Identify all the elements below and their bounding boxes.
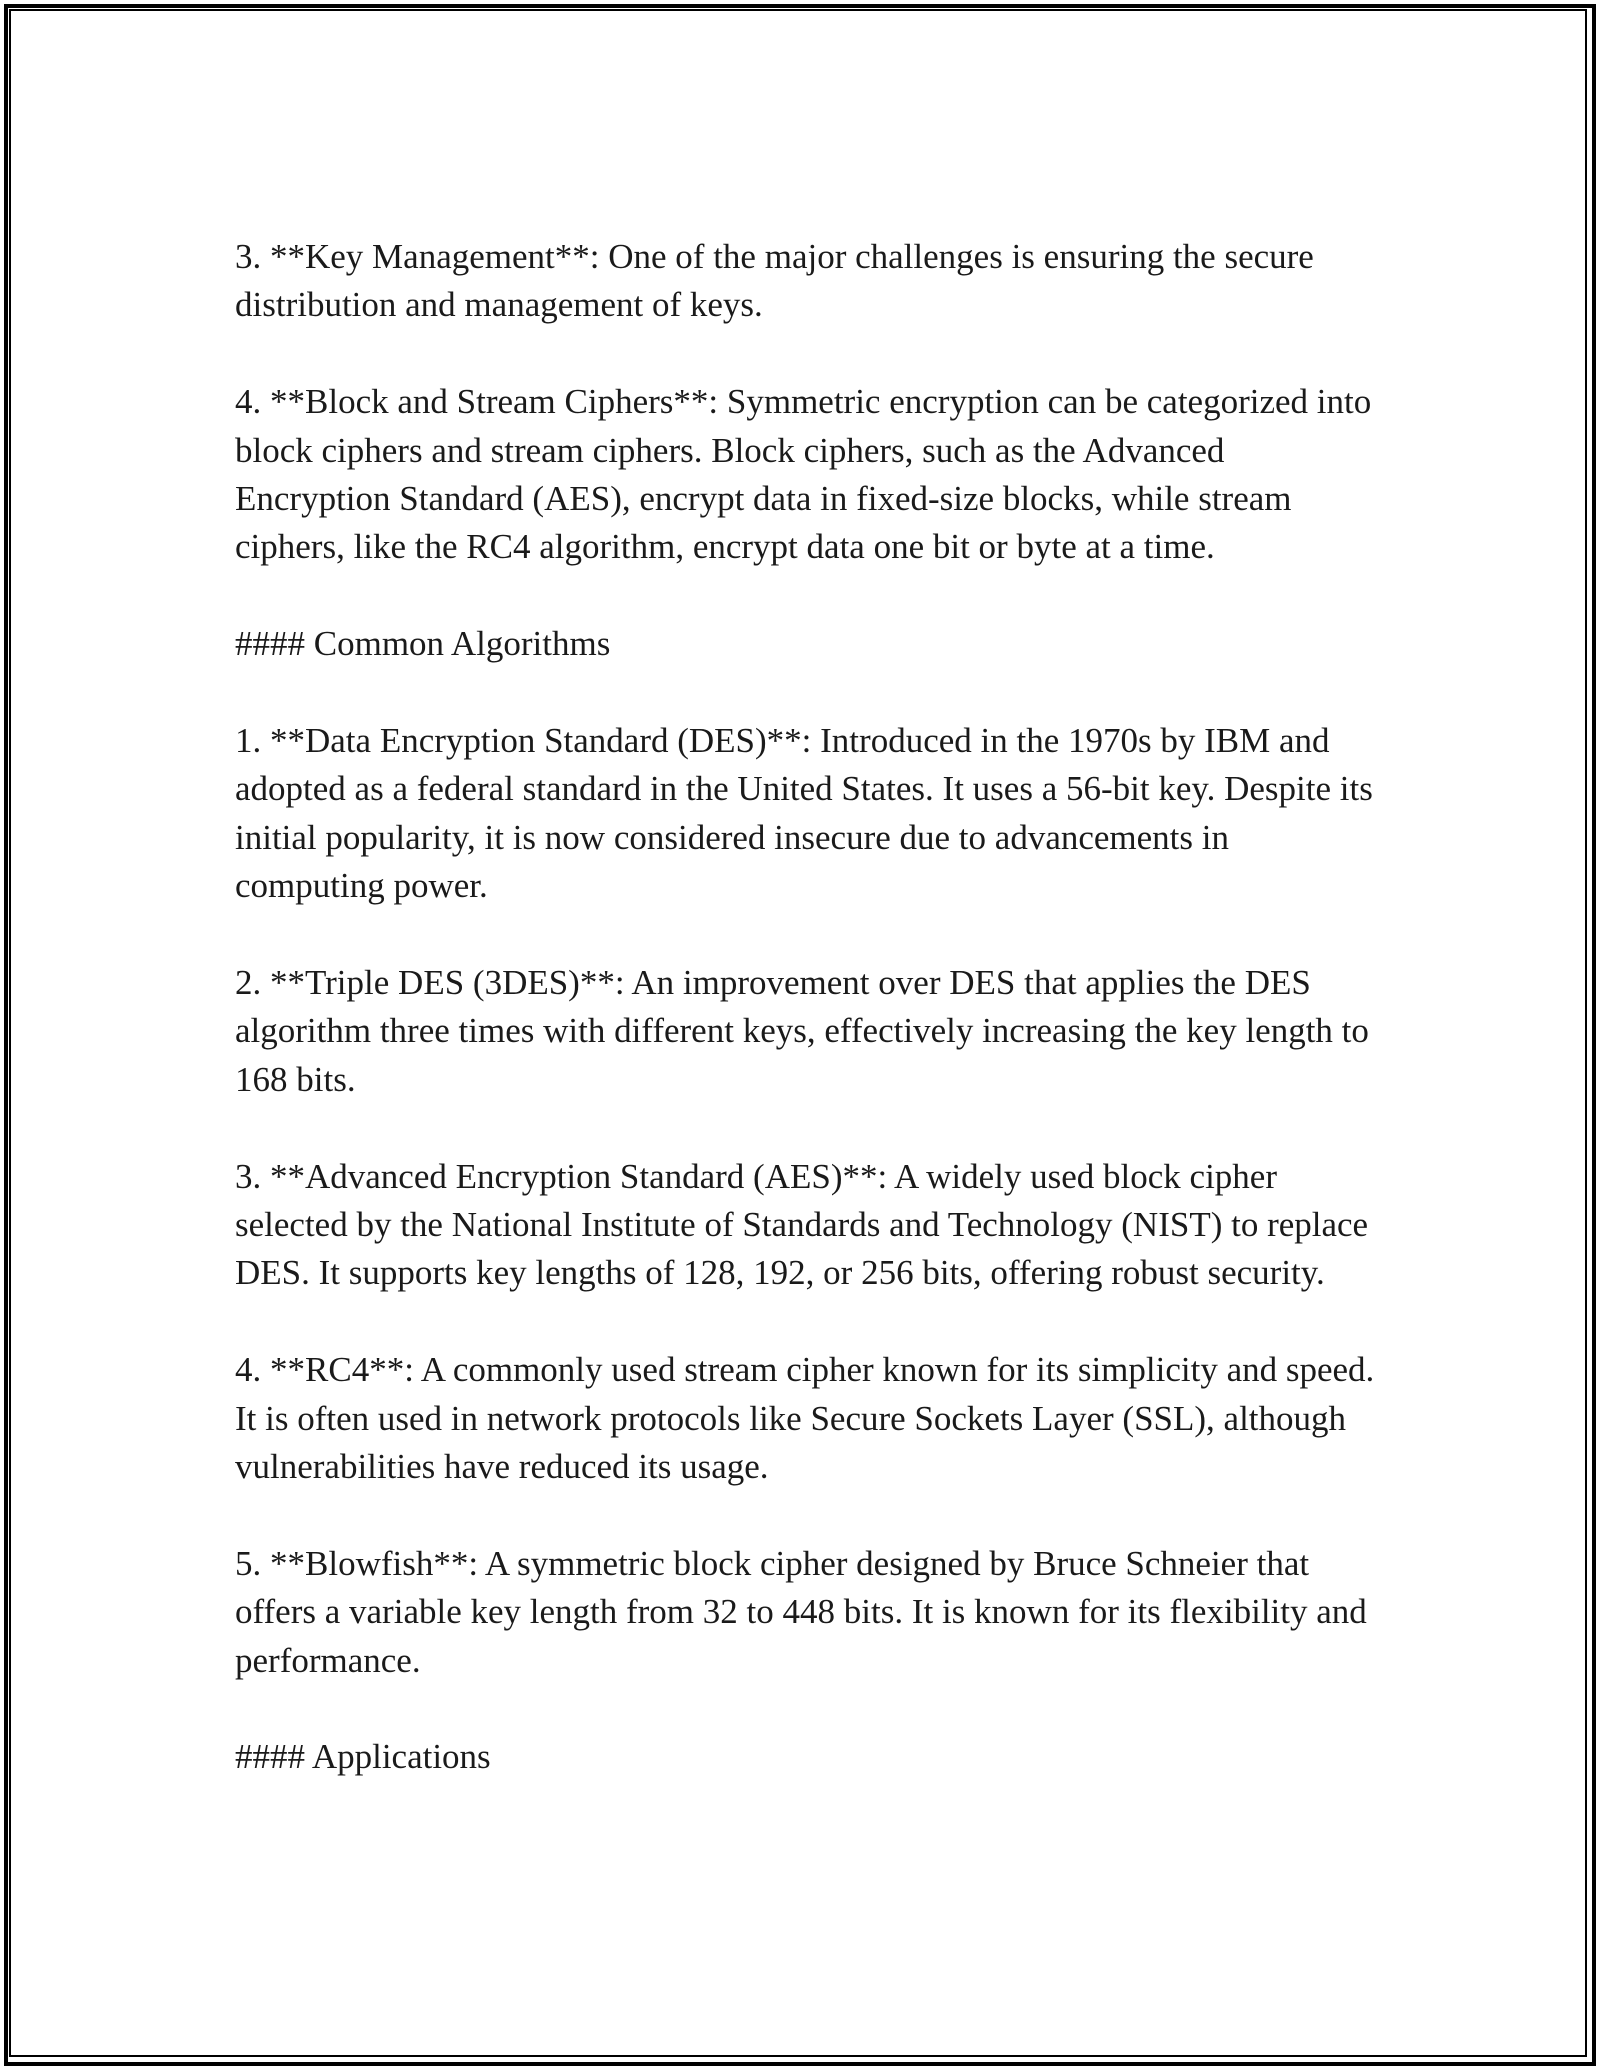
document-body: [235, 233, 1375, 1782]
paragraph-3des: 2. **Triple DES (3DES)**: An improvement over DES that applies the DES algorithm three times with different keys, effectively increasing the key length to 168 bits.: [235, 963, 1369, 1099]
paragraph-rc4: 4. **RC4**: A commonly used stream cipher known for its simplicity and speed. It is often used in network protocols like Secure Sockets Layer (SSL), although vulnerabilities have reduced its usage.: [235, 1350, 1375, 1487]
heading-applications: #### Applications: [235, 1737, 491, 1777]
paragraph-key-management: 3. **Key Management**: One of the major challenges is ensuring the secure distribution and management of keys.: [235, 237, 1314, 325]
paragraph-blowfish: 5. **Blowfish**: A symmetric block cipher designed by Bruce Schneier that offers a variable key length from 32 to 448 bits. It is known for its flexibility and performance.: [235, 1543, 1367, 1680]
paragraph-des: 1. **Data Encryption Standard (DES)**: Introduced in the 1970s by IBM and adopted as a federal standard in the United States. It uses a 56-bit key. Despite its initial popularity, it is now considered insecure due to advancements in computing power.: [235, 721, 1373, 906]
paragraph-block-stream-ciphers: 4. **Block and Stream Ciphers**: Symmetric encryption can be categorized into block ciphers and stream ciphers. Block ciphers, such as the Advanced Encryption Standard (AES), encrypt data in fixed-size blocks, while stream ciphers, like the RC4 algorithm, encrypt data one bit or byte at a time.: [235, 382, 1372, 567]
paragraph-aes: 3. **Advanced Encryption Standard (AES)**: A widely used block cipher selected by the National Institute of Standards and Technology (NIST) to replace DES. It supports key lengths of 128, 192, or 256 bits, offering robust security.: [235, 1156, 1369, 1293]
heading-common-algorithms: #### Common Algorithms: [235, 624, 611, 664]
